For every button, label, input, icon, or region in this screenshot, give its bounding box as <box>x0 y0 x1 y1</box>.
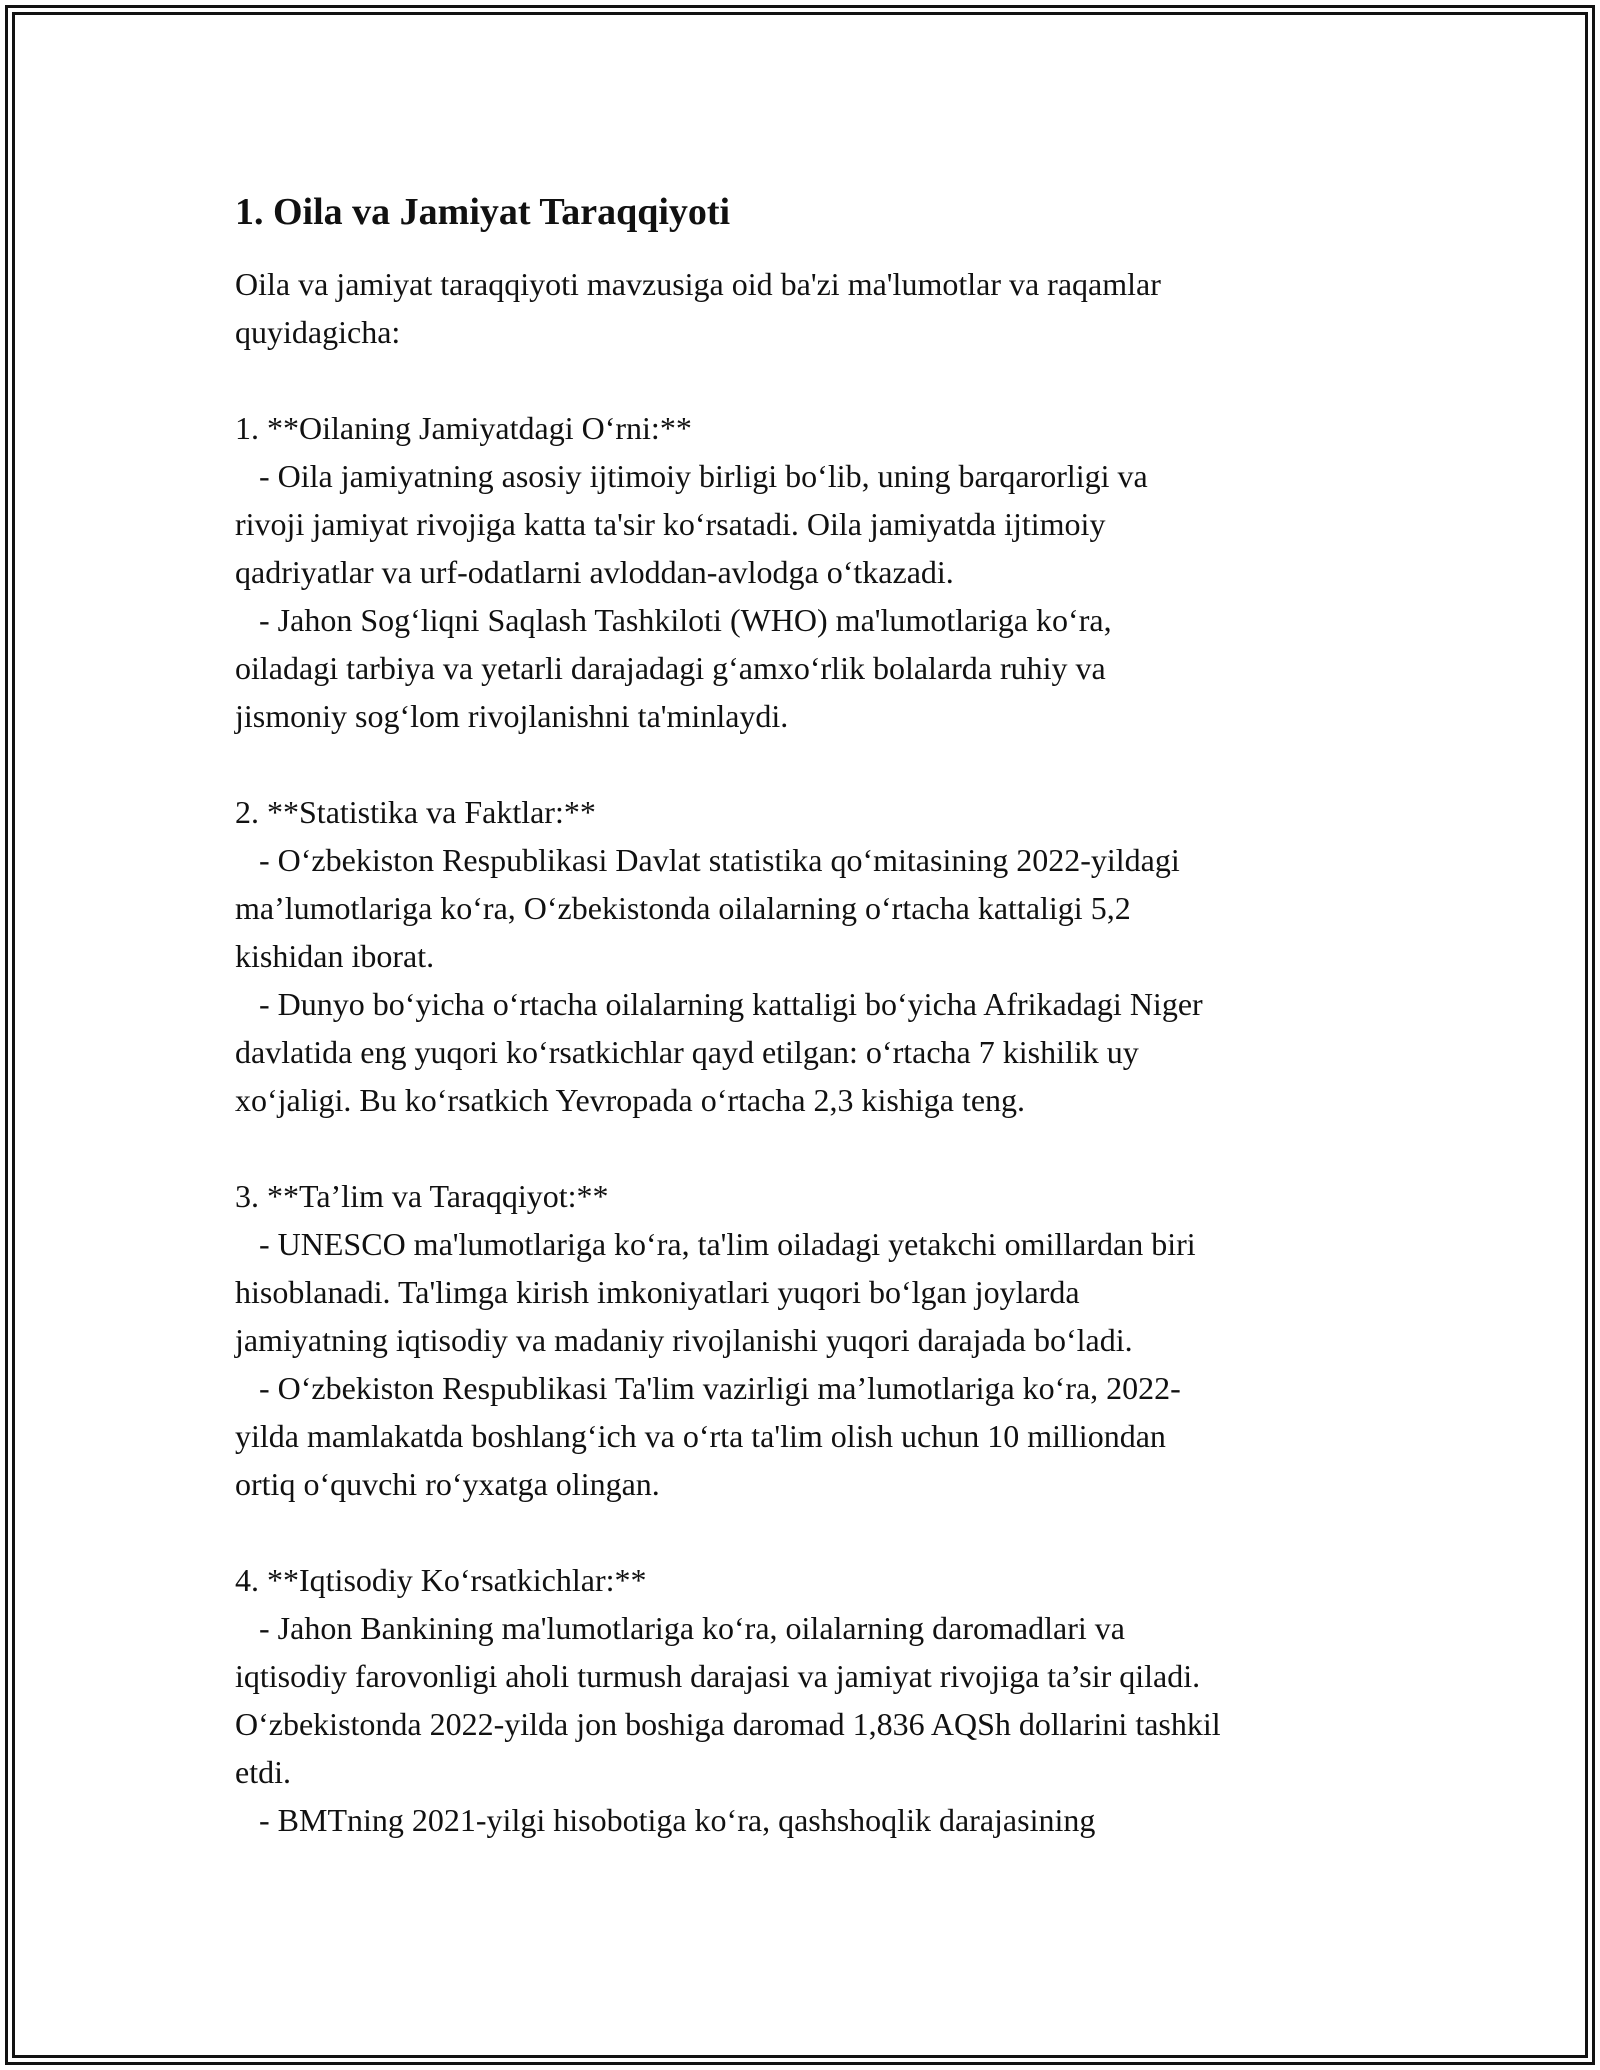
section-item: - UNESCO ma'lumotlariga ko‘ra, ta'lim oiladagi yetakchi omillardan biri hisoblanadi. Ta'limga kirish imkoniyatlari yuqori bo‘lgan joylarda jamiyatning iqtisodiy va madaniy rivojlanishi yuqori darajada bo‘ladi. <box>235 1226 1196 1358</box>
document-body <box>235 188 1385 1844</box>
section-item: - Dunyo bo‘yicha o‘rtacha oilalarning kattaligi bo‘yicha Afrikadagi Niger davlatida eng yuqori ko‘rsatkichlar qayd etilgan: o‘rtacha 7 kishilik uy xo‘jaligi. Bu ko‘rsatkich Yevropada o‘rtacha 2,3 kishiga teng. <box>235 986 1203 1118</box>
intro-paragraph: Oila va jamiyat taraqqiyoti mavzusiga oid ba'zi ma'lumotlar va raqamlar quyidagicha: <box>235 266 1161 350</box>
spacer <box>235 740 1385 788</box>
section-item: - Jahon Bankining ma'lumotlariga ko‘ra, oilalarning daromadlari va iqtisodiy farovonligi aholi turmush darajasi va jamiyat rivojiga ta’sir qiladi. O‘zbekistonda 2022-yilda jon boshiga daromad 1,836 AQSh dollarini tashkil etdi. <box>235 1610 1221 1790</box>
section-item: - O‘zbekiston Respublikasi Ta'lim vazirligi ma’lumotlariga ko‘ra, 2022- yilda mamlakatda boshlang‘ich va o‘rta ta'lim olish uchun 10 milliondan ortiq o‘quvchi ro‘yxatga olingan. <box>235 1370 1181 1502</box>
section-heading: 4. **Iqtisodiy Ko‘rsatkichlar:** <box>235 1562 647 1598</box>
section-statistika <box>235 788 1385 1124</box>
spacer <box>235 1124 1385 1172</box>
section-oilaning-orni <box>235 404 1385 740</box>
section-talim <box>235 1172 1385 1508</box>
spacer <box>235 356 1385 404</box>
spacer <box>235 1508 1385 1556</box>
section-item: - Oila jamiyatning asosiy ijtimoiy birligi bo‘lib, uning barqarorligi va rivoji jamiyat rivojiga katta ta'sir ko‘rsatadi. Oila jamiyatda ijtimoiy qadriyatlar va urf-odatlarni avloddan-avlodga o‘tkazadi. <box>235 458 1148 590</box>
section-item: - Jahon Sog‘liqni Saqlash Tashkiloti (WHO) ma'lumotlariga ko‘ra, oiladagi tarbiya va yetarli darajadagi g‘amxo‘rlik bolalarda ruhiy va jismoniy sog‘lom rivojlanishni ta'minlaydi. <box>235 602 1112 734</box>
section-item: - BMTning 2021-yilgi hisobotiga ko‘ra, qashshoqlik darajasining <box>235 1802 1096 1838</box>
section-heading: 2. **Statistika va Faktlar:** <box>235 794 596 830</box>
section-heading: 1. **Oilaning Jamiyatdagi O‘rni:** <box>235 410 692 446</box>
document-title: 1. Oila va Jamiyat Taraqqiyoti <box>235 191 731 233</box>
section-heading: 3. **Ta’lim va Taraqqiyot:** <box>235 1178 609 1214</box>
section-item: - O‘zbekiston Respublikasi Davlat statistika qo‘mitasining 2022-yildagi ma’lumotlariga ko‘ra, O‘zbekistonda oilalarning o‘rtacha kattaligi 5,2 kishidan iborat. <box>235 842 1180 974</box>
section-iqtisodiy <box>235 1556 1385 1844</box>
